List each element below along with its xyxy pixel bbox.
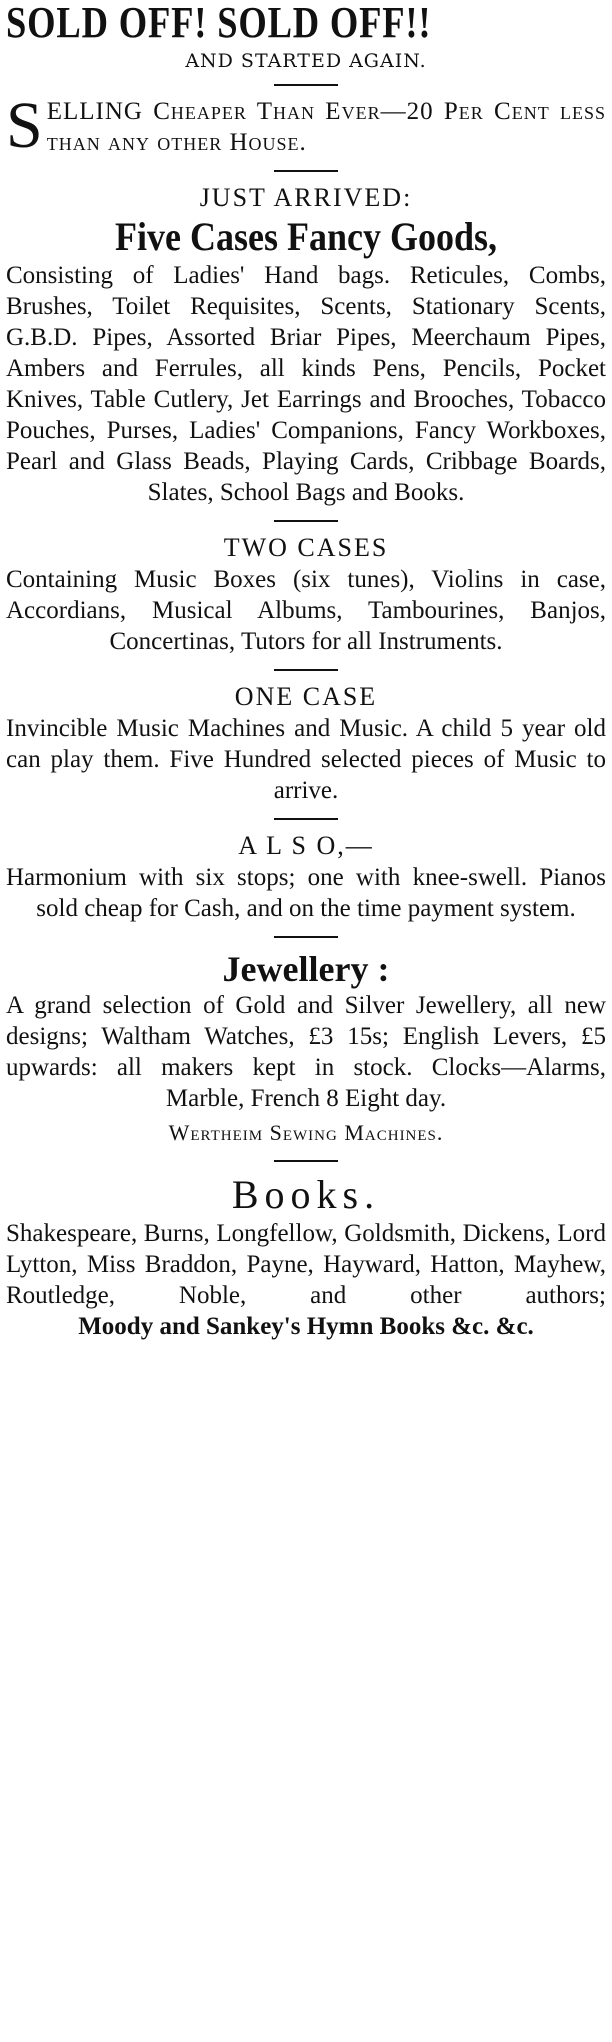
also-paragraph: Harmonium with six stops; one with knee-swell. Pianos sold cheap for Cash, and on the time payment system. <box>6 864 606 922</box>
divider-rule <box>274 669 338 671</box>
intro-text: ELLING Cheaper Than Ever—20 Per Cent less than any other House. <box>46 98 606 156</box>
books-paragraph: Shakespeare, Burns, Longfellow, Goldsmith, Dickens, Lord Lytton, Miss Braddon, Payne, Hayward, Hatton, Mayhew, Routledge, Noble, and other authors; <box>6 1220 606 1309</box>
books-heading: Books. <box>231 1172 381 1217</box>
sewing-machines-line: Wertheim Sewing Machines. <box>168 1120 444 1145</box>
hymn-books-line: Moody and Sankey's Hymn Books &c. &c. <box>78 1313 534 1340</box>
divider-rule <box>274 936 338 938</box>
intro-paragraph <box>6 89 606 162</box>
fancy-goods-paragraph: Consisting of Ladies' Hand bags. Reticules, Combs, Brushes, Toilet Requisites, Scents, Stationary Scents, G.B.D. Pipes, Assorted Briar Pipes, Meerchaum Pipes, Ambers and Ferrules, all kinds Pens, Pencils, Pocket Knives, Table Cutlery, Jet Earrings and Brooches, Tobacco Pouches, Purses, Ladies' Companions, Fancy Workboxes, Pearl and Glass Beads, Playing Cards, Cribbage Boards, Slates, School Bags and Books. <box>6 262 606 506</box>
divider-rule <box>274 1160 338 1162</box>
jewellery-heading: Jewellery : <box>222 949 390 989</box>
divider-rule <box>274 818 338 820</box>
two-cases-heading: TWO CASES <box>223 533 389 562</box>
also-heading: A L S O,— <box>238 831 374 860</box>
subheadline: AND STARTED AGAIN. <box>185 50 427 72</box>
five-cases-title: Five Cases Fancy Goods, <box>115 214 497 259</box>
divider-rule <box>274 170 338 172</box>
two-cases-paragraph: Containing Music Boxes (six tunes), Violins in case, Accordians, Musical Albums, Tambourines, Banjos, Concertinas, Tutors for all Instruments. <box>6 566 606 655</box>
divider-rule <box>274 520 338 522</box>
one-case-paragraph: Invincible Music Machines and Music. A child 5 year old can play them. Five Hundred selected pieces of Music to arrive. <box>6 715 606 804</box>
one-case-heading: ONE CASE <box>234 682 378 711</box>
drop-cap: S <box>6 89 43 162</box>
jewellery-paragraph: A grand selection of Gold and Silver Jewellery, all new designs; Waltham Watches, £3 15s; English Levers, £5 upwards: all makers kept in stock. Clocks—Alarms, Marble, French 8 Eight day. <box>6 992 606 1112</box>
just-arrived-heading: JUST ARRIVED: <box>199 183 413 212</box>
divider-rule <box>274 84 338 86</box>
headline: SOLD OFF! SOLD OFF!! <box>6 0 432 47</box>
